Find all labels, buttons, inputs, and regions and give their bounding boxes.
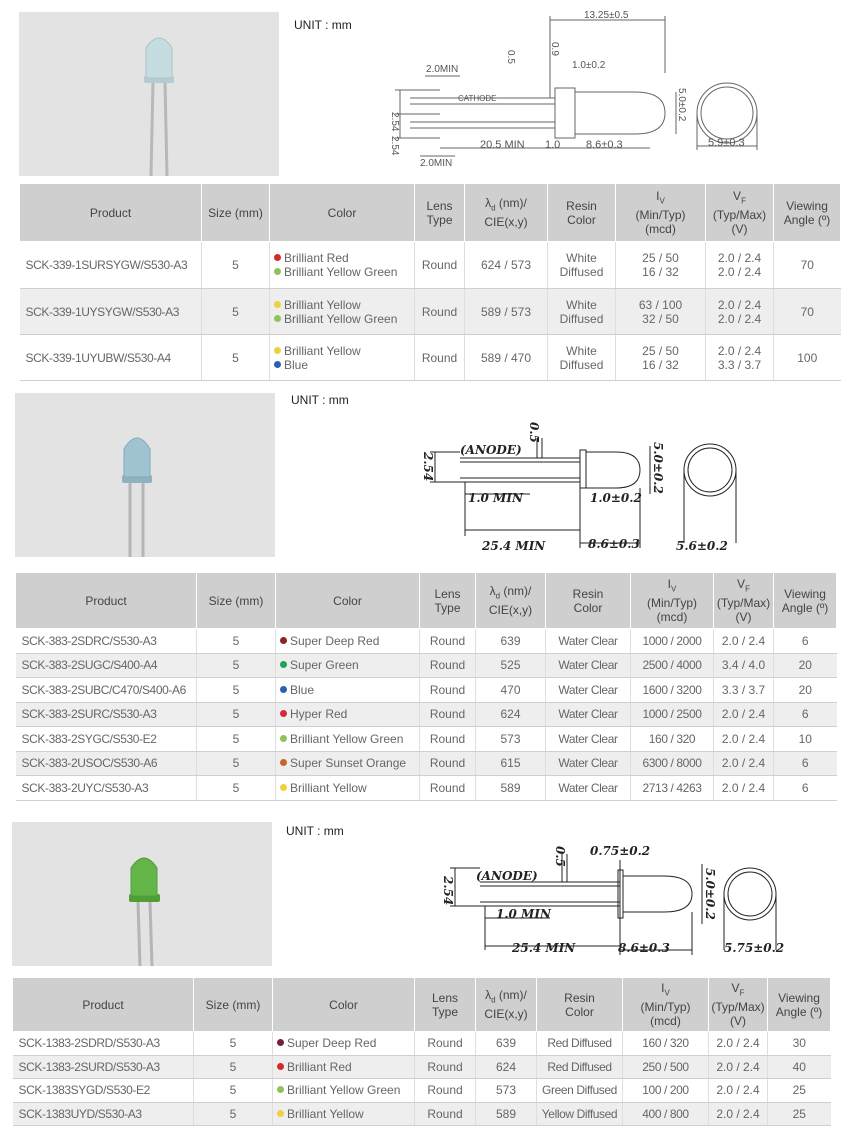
color-dot-icon: [274, 315, 281, 322]
size-value: 5: [197, 751, 276, 776]
lens-value: Round: [415, 1102, 476, 1126]
header-lens-type: Lens Type: [415, 184, 465, 242]
wavelength-value: 639: [476, 629, 546, 654]
header-color: Color: [276, 573, 420, 629]
table-row: [13, 1032, 831, 1056]
color-name: Brilliant Yellow: [287, 1106, 364, 1121]
size-value: 5: [194, 1032, 273, 1056]
unit-label-3: UNIT : mm: [286, 824, 344, 838]
lens-value: Round: [420, 629, 476, 654]
header-forward-voltage: $V_F$ (Typ/Max) (V): [709, 978, 768, 1032]
led-body: [146, 38, 172, 78]
lens-value: Round: [420, 727, 476, 752]
angle-value: 20: [774, 653, 837, 678]
product-name: SCK-1383-2SDRD/S530-A3: [13, 1032, 194, 1056]
led-leg: [138, 902, 140, 966]
intensity-value: 160 / 320: [631, 727, 714, 752]
table-row: [20, 335, 841, 381]
voltage-value: 2.0 / 2.4: [714, 629, 774, 654]
wavelength-value: 624: [476, 1055, 537, 1079]
color-dot-icon: [277, 1086, 284, 1093]
product-name: SCK-339-1UYSYGW/S530-A3: [20, 289, 202, 335]
table-row: [16, 751, 837, 776]
unit-label-1: UNIT : mm: [294, 18, 352, 32]
wavelength-value: 624: [476, 702, 546, 727]
angle-value: 70: [774, 242, 841, 289]
color-list: [270, 289, 415, 335]
resin-value: Green Diffused: [537, 1079, 623, 1103]
dim-lead-min: 1.0 MIN: [468, 491, 523, 505]
color-name: Super Green: [290, 658, 359, 673]
dimension-drawing-3: [440, 840, 800, 962]
resin-value: White Diffused: [548, 242, 616, 289]
table-row: [16, 727, 837, 752]
resin-value: White Diffused: [548, 335, 616, 381]
color-dot-icon: [274, 361, 281, 368]
dim-lead-thickness: 0.5: [505, 50, 516, 64]
dim-flange-diameter: 5.9±0.3: [708, 137, 745, 149]
voltage-value: 2.0 / 2.4 2.0 / 2.4: [706, 242, 774, 289]
product-name: SCK-383-2SUBC/C470/S400-A6: [16, 678, 197, 703]
size-value: 5: [202, 242, 270, 289]
dim-body-diameter: 5.0±0.2: [703, 868, 717, 920]
dim-flange-width: 1.0±0.2: [572, 60, 606, 71]
product-name: SCK-383-2SUGC/S400-A4: [16, 653, 197, 678]
intensity-value: 6300 / 8000: [631, 751, 714, 776]
led-image-1: [19, 12, 279, 176]
size-value: 5: [202, 289, 270, 335]
product-name: SCK-383-2SDRC/S530-A3: [16, 629, 197, 654]
spec-table-1: [19, 183, 841, 381]
angle-value: 40: [768, 1055, 831, 1079]
header-wavelength: $\lambda_d$ (nm)/ CIE(x,y): [476, 978, 537, 1032]
dim-pitch: 2.54: [421, 452, 435, 482]
resin-value: Red Diffused: [537, 1032, 623, 1056]
size-value: 5: [197, 727, 276, 752]
lens-value: Round: [415, 335, 465, 381]
dim-lead-top: 2.0MIN: [426, 64, 459, 75]
resin-value: Red Diffused: [537, 1055, 623, 1079]
dim-lead-bottom: 2.0MIN: [420, 158, 453, 169]
size-value: 5: [197, 653, 276, 678]
wavelength-value: 615: [476, 751, 546, 776]
angle-value: 70: [774, 289, 841, 335]
lens-value: Round: [420, 702, 476, 727]
intensity-value: 160 / 320: [623, 1032, 709, 1056]
dim-anode: (ANODE): [476, 869, 538, 883]
dim-lead-length: 25.4 MIN: [482, 539, 546, 553]
dim-flange-width: 0.75±0.2: [590, 844, 651, 858]
lens-value: Round: [415, 1055, 476, 1079]
angle-value: 100: [774, 335, 841, 381]
color-dot-icon: [274, 254, 281, 261]
intensity-value: 25 / 50 16 / 32: [616, 335, 706, 381]
angle-value: 25: [768, 1079, 831, 1103]
dim-pitch-b: 2.54: [389, 136, 400, 156]
lens-value: Round: [420, 678, 476, 703]
table-row: [16, 678, 837, 703]
color-dot-icon: [277, 1063, 284, 1070]
lens-value: Round: [415, 1032, 476, 1056]
size-value: 5: [194, 1079, 273, 1103]
color-entry: Brilliant Yellow: [274, 298, 413, 312]
voltage-value: 2.0 / 2.4: [714, 727, 774, 752]
dim-body-diameter: 5.0±0.2: [676, 88, 687, 122]
product-name: SCK-339-1UYUBW/S530-A4: [20, 335, 202, 381]
size-value: 5: [197, 678, 276, 703]
product-name: SCK-383-2UYC/S530-A3: [16, 776, 197, 801]
table-row: [16, 629, 837, 654]
resin-value: White Diffused: [548, 289, 616, 335]
wavelength-value: 573: [476, 727, 546, 752]
voltage-value: 3.3 / 3.7: [714, 678, 774, 703]
color-entry: [276, 751, 420, 776]
intensity-value: 63 / 100 32 / 50: [616, 289, 706, 335]
angle-value: 6: [774, 702, 837, 727]
dim-pitch: 2.54: [441, 876, 455, 906]
header-product: Product: [16, 573, 197, 629]
size-value: 5: [197, 702, 276, 727]
color-entry: Brilliant Yellow: [274, 344, 413, 358]
color-dot-icon: [274, 268, 281, 275]
table-row: [16, 702, 837, 727]
angle-value: 10: [774, 727, 837, 752]
color-name: Super Deep Red: [287, 1036, 377, 1051]
wavelength-value: 589 / 573: [465, 289, 548, 335]
color-dot-icon: [274, 301, 281, 308]
table-row: [13, 1055, 831, 1079]
intensity-value: 1000 / 2000: [631, 629, 714, 654]
product-name: SCK-339-1SURSYGW/S530-A3: [20, 242, 202, 289]
led-leg: [150, 902, 152, 966]
color-name: Brilliant Yellow Green: [287, 1083, 401, 1098]
resin-value: Water Clear: [546, 678, 631, 703]
table-row: [13, 1079, 831, 1103]
resin-value: Water Clear: [546, 751, 631, 776]
product-name: SCK-383-2USOC/S530-A6: [16, 751, 197, 776]
voltage-value: 2.0 / 2.4: [709, 1055, 768, 1079]
color-entry: [273, 1032, 415, 1056]
lens-value: Round: [420, 776, 476, 801]
color-name: Blue: [290, 682, 315, 697]
color-entry: [273, 1055, 415, 1079]
led-photo-2: [15, 393, 275, 557]
resin-value: Water Clear: [546, 776, 631, 801]
table-body-2: [16, 629, 837, 801]
led-photo-3: [12, 822, 272, 966]
size-value: 5: [194, 1055, 273, 1079]
color-name: Super Sunset Orange: [290, 756, 407, 771]
dim-lead-min: 1.0 MIN: [496, 907, 551, 921]
product-name: SCK-383-2SYGC/S530-E2: [16, 727, 197, 752]
table-body-3: [13, 1032, 831, 1126]
header-lens-type: Lens Type: [415, 978, 476, 1032]
color-entry: [276, 653, 420, 678]
header-viewing-angle: Viewing Angle (º): [774, 573, 837, 629]
angle-value: 6: [774, 776, 837, 801]
dim-flange-diameter: 5.6±0.2: [676, 539, 728, 553]
header-intensity: $I_V$ (Min/Typ) (mcd): [623, 978, 709, 1032]
color-entry: Brilliant Red: [274, 251, 413, 265]
size-value: 5: [202, 335, 270, 381]
dim-flange-diameter: 5.75±0.2: [724, 941, 785, 955]
table-row: [20, 242, 841, 289]
color-dot-icon: [280, 661, 287, 668]
led-body: [124, 438, 150, 477]
dim-lead-thickness: 0.5: [527, 422, 541, 443]
resin-value: Water Clear: [546, 653, 631, 678]
header-product: Product: [20, 184, 202, 242]
angle-value: 25: [768, 1102, 831, 1126]
intensity-value: 400 / 800: [623, 1102, 709, 1126]
led-body: [131, 858, 157, 896]
dim-lead-length: 25.4 MIN: [512, 941, 576, 955]
header-size: Size (mm): [197, 573, 276, 629]
voltage-value: 3.4 / 4.0: [714, 653, 774, 678]
product-name: SCK-383-2SURC/S530-A3: [16, 702, 197, 727]
dim-pitch-a: 2.54: [389, 112, 400, 132]
table-row: [16, 653, 837, 678]
color-list: [270, 242, 415, 289]
header-viewing-angle: Viewing Angle (º): [774, 184, 841, 242]
angle-value: 20: [774, 678, 837, 703]
header-resin-color: Resin Color: [548, 184, 616, 242]
intensity-value: 1600 / 3200: [631, 678, 714, 703]
lens-value: Round: [415, 242, 465, 289]
dimension-drawing-2: [420, 418, 750, 558]
lens-value: Round: [415, 1079, 476, 1103]
angle-value: 30: [768, 1032, 831, 1056]
color-entry: [273, 1079, 415, 1103]
header-color: Color: [273, 978, 415, 1032]
color-entry: [273, 1102, 415, 1126]
color-name: Super Deep Red: [290, 633, 380, 648]
dim-body-length: 8.6±0.3: [586, 139, 623, 151]
color-entry: Brilliant Yellow Green: [274, 312, 413, 326]
voltage-value: 2.0 / 2.4: [714, 751, 774, 776]
led-leg: [151, 82, 153, 176]
dim-anode: (ANODE): [460, 443, 522, 457]
led-image-3: [12, 822, 272, 966]
lens-value: Round: [420, 653, 476, 678]
color-dot-icon: [280, 784, 287, 791]
product-name: SCK-1383-2SURD/S530-A3: [13, 1055, 194, 1079]
intensity-value: 2500 / 4000: [631, 653, 714, 678]
intensity-value: 2713 / 4263: [631, 776, 714, 801]
header-product: Product: [13, 978, 194, 1032]
wavelength-value: 624 / 573: [465, 242, 548, 289]
voltage-value: 2.0 / 2.4 3.3 / 3.7: [706, 335, 774, 381]
header-forward-voltage: $V_F$ (Typ/Max) (V): [714, 573, 774, 629]
color-name: Brilliant Yellow Green: [290, 731, 404, 746]
dim-cathode: CATHODE: [458, 94, 497, 103]
color-list: [270, 335, 415, 381]
table-row: [16, 776, 837, 801]
dim-lead-spacing: 20.5 MIN: [480, 139, 525, 151]
color-dot-icon: [280, 710, 287, 717]
color-entry: Blue: [274, 358, 413, 372]
intensity-value: 1000 / 2500: [631, 702, 714, 727]
voltage-value: 2.0 / 2.4: [709, 1032, 768, 1056]
lens-value: Round: [420, 751, 476, 776]
header-wavelength: $\lambda_d$ (nm)/ CIE(x,y): [465, 184, 548, 242]
wavelength-value: 589: [476, 776, 546, 801]
wavelength-value: 525: [476, 653, 546, 678]
resin-value: Water Clear: [546, 702, 631, 727]
header-viewing-angle: Viewing Angle (º): [768, 978, 831, 1032]
color-name: Hyper Red: [290, 707, 348, 722]
color-dot-icon: [280, 735, 287, 742]
voltage-value: 2.0 / 2.4: [709, 1079, 768, 1103]
resin-value: Yellow Diffused: [537, 1102, 623, 1126]
product-name: SCK-1383SYGD/S530-E2: [13, 1079, 194, 1103]
color-dot-icon: [274, 347, 281, 354]
color-dot-icon: [280, 637, 287, 644]
header-intensity: $I_V$ (Min/Typ) (mcd): [616, 184, 706, 242]
unit-label-2: UNIT : mm: [291, 393, 349, 407]
header-size: Size (mm): [194, 978, 273, 1032]
voltage-value: 2.0 / 2.4: [709, 1102, 768, 1126]
wavelength-value: 639: [476, 1032, 537, 1056]
header-forward-voltage: $V_F$ (Typ/Max) (V): [706, 184, 774, 242]
header-intensity: $I_V$ (Min/Typ) (mcd): [631, 573, 714, 629]
dim-lead-thickness: 0.5: [553, 846, 567, 867]
dim-body-length: 8.6±0.3: [588, 537, 640, 551]
header-lens-type: Lens Type: [420, 573, 476, 629]
dim-flange-width: 1.0±0.2: [590, 491, 642, 505]
header-size: Size (mm): [202, 184, 270, 242]
table-row: [13, 1102, 831, 1126]
color-dot-icon: [277, 1039, 284, 1046]
wavelength-value: 573: [476, 1079, 537, 1103]
angle-value: 6: [774, 629, 837, 654]
color-entry: [276, 727, 420, 752]
size-value: 5: [197, 776, 276, 801]
lens-value: Round: [415, 289, 465, 335]
intensity-value: 250 / 500: [623, 1055, 709, 1079]
color-name: Brilliant Yellow: [290, 780, 367, 795]
wavelength-value: 589 / 470: [465, 335, 548, 381]
dim-flange-gap: 1.0: [545, 139, 561, 151]
color-entry: Brilliant Yellow Green: [274, 265, 413, 279]
header-resin-color: Resin Color: [537, 978, 623, 1032]
led-photo-1: [19, 12, 279, 176]
resin-value: Water Clear: [546, 629, 631, 654]
header-resin-color: Resin Color: [546, 573, 631, 629]
dim-total-length: 13.25±0.5: [584, 10, 629, 21]
color-dot-icon: [277, 1110, 284, 1117]
color-entry: [276, 702, 420, 727]
led-leg: [165, 82, 167, 176]
color-entry: [276, 678, 420, 703]
header-color: Color: [270, 184, 415, 242]
wavelength-value: 589: [476, 1102, 537, 1126]
led-image-2: [15, 393, 275, 557]
color-name: Brilliant Red: [287, 1059, 352, 1074]
voltage-value: 2.0 / 2.4: [714, 702, 774, 727]
size-value: 5: [197, 629, 276, 654]
spec-table-2: [15, 572, 837, 801]
size-value: 5: [194, 1102, 273, 1126]
dimension-drawing-1: [380, 8, 790, 170]
color-dot-icon: [280, 686, 287, 693]
color-entry: [276, 776, 420, 801]
product-name: SCK-1383UYD/S530-A3: [13, 1102, 194, 1126]
voltage-value: 2.0 / 2.4 2.0 / 2.4: [706, 289, 774, 335]
dim-body-diameter: 5.0±0.2: [651, 442, 665, 494]
voltage-value: 2.0 / 2.4: [714, 776, 774, 801]
angle-value: 6: [774, 751, 837, 776]
table-row: [20, 289, 841, 335]
dim-body-length: 8.6±0.3: [618, 941, 670, 955]
dim-flange-height: 0.9: [549, 42, 560, 56]
intensity-value: 25 / 50 16 / 32: [616, 242, 706, 289]
header-wavelength: $\lambda_d$ (nm)/ CIE(x,y): [476, 573, 546, 629]
color-entry: [276, 629, 420, 654]
intensity-value: 100 / 200: [623, 1079, 709, 1103]
resin-value: Water Clear: [546, 727, 631, 752]
wavelength-value: 470: [476, 678, 546, 703]
spec-table-3: [12, 977, 831, 1126]
color-dot-icon: [280, 759, 287, 766]
